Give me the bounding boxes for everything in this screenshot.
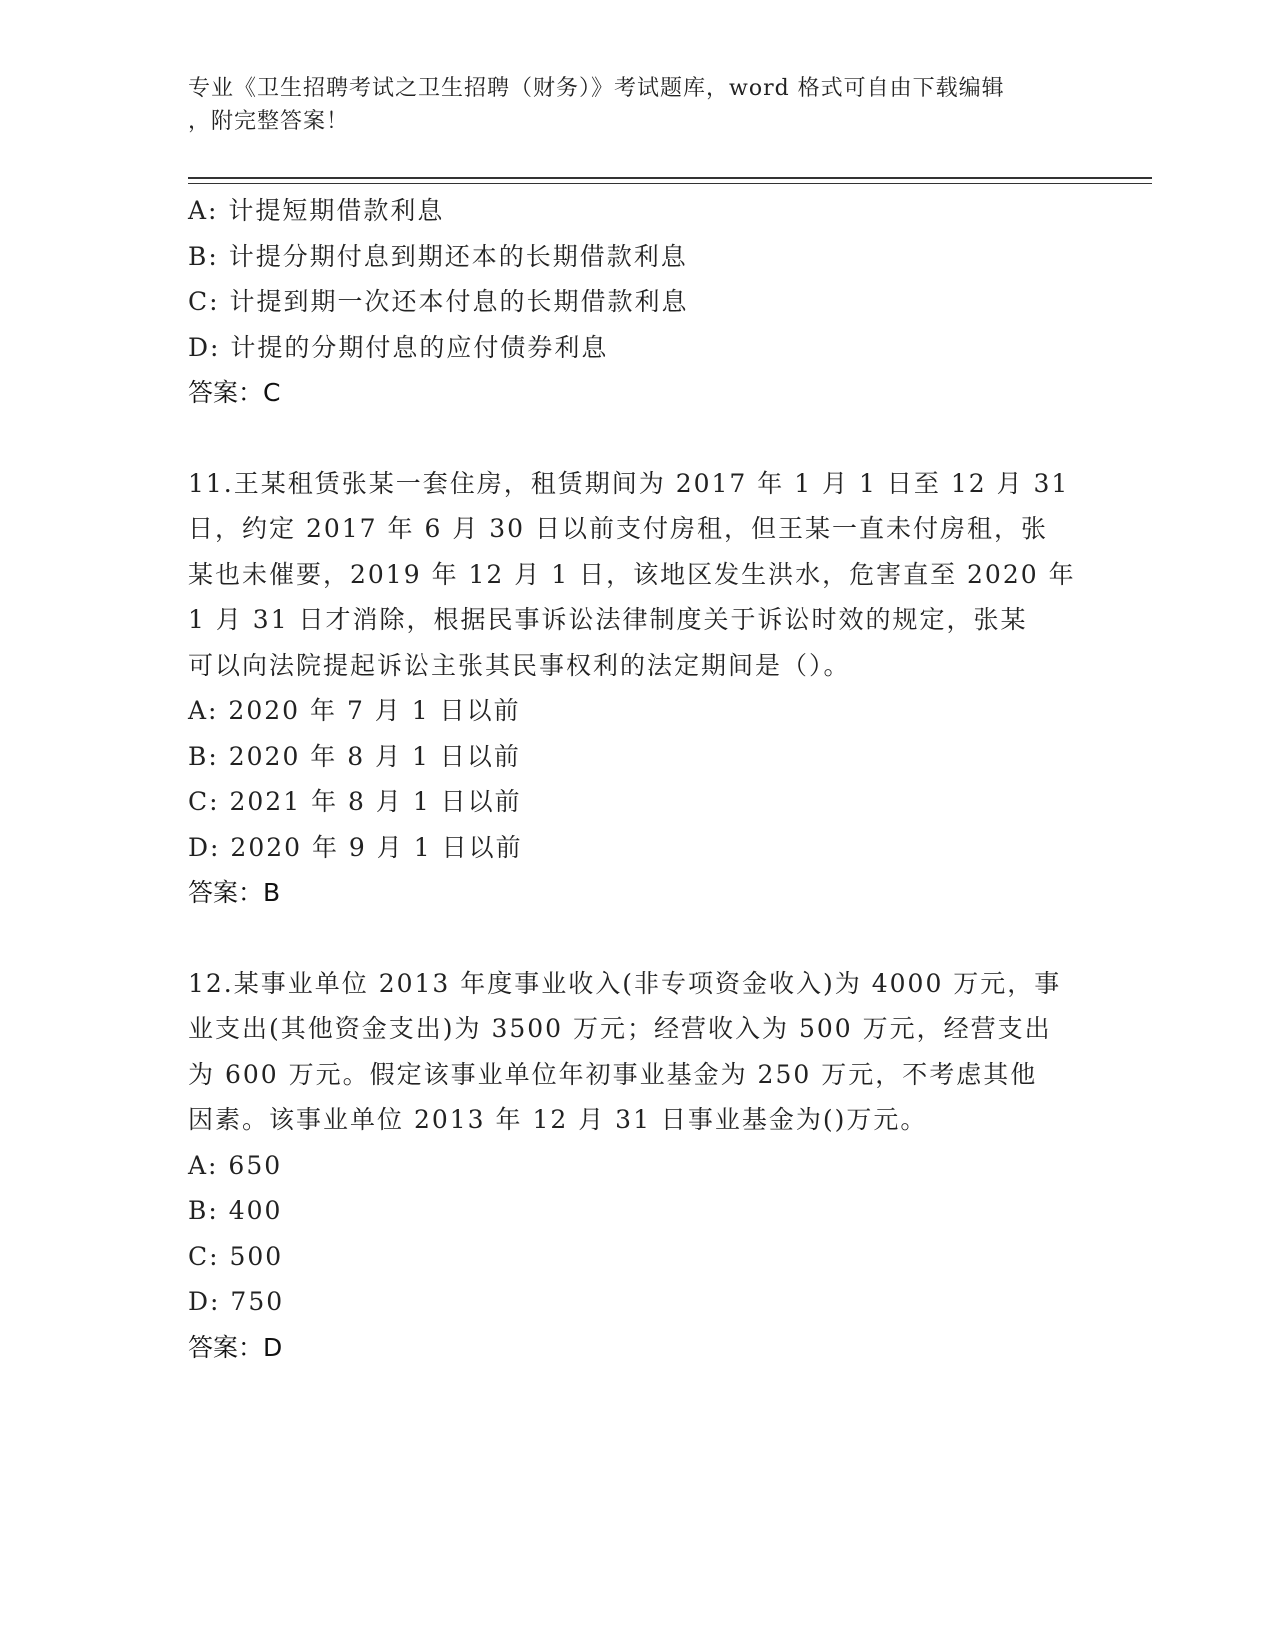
answer: 答案：B — [188, 878, 281, 907]
header-line-1: 专业《卫生招聘考试之卫生招聘（财务）》考试题库，word 格式可自由下载编辑 — [188, 76, 1005, 101]
option-d: D: 计提的分期付息的应付债券利息 — [188, 332, 609, 362]
spacer — [188, 916, 1088, 961]
question-text-line: 业支出(其他资金支出)为 3500 万元；经营收入为 500 万元，经营支出 — [188, 1014, 1052, 1043]
header-divider-thin — [188, 183, 1152, 184]
question-list — [188, 188, 1088, 1370]
option-a: A: 650 — [188, 1150, 283, 1180]
document-header — [188, 72, 1068, 138]
question-10 — [188, 188, 1088, 416]
answer: 答案：D — [188, 1332, 283, 1362]
question-text-line: 可以向法院提起诉讼主张其民事权利的法定期间是（）。 — [188, 650, 851, 680]
question-text-line: 日，约定 2017 年 6 月 30 日以前支付房租，但王某一直未付房租，张 — [188, 514, 1049, 543]
question-text-line: 为 600 万元。假定该事业单位年初事业基金为 250 万元，不考虑其他 — [188, 1059, 1038, 1089]
question-text-line: 12.某事业单位 2013 年度事业收入(非专项资金收入)为 4000 万元，事 — [188, 968, 1062, 998]
question-text-line: 某也未催要，2019 年 12 月 1 日，该地区发生洪水，危害直至 2020 年 — [188, 559, 1076, 589]
option-b: B: 计提分期付息到期还本的长期借款利息 — [188, 241, 688, 271]
option-a: A: 计提短期借款利息 — [188, 196, 445, 225]
option-a: A: 2020 年 7 月 1 日以前 — [188, 696, 521, 725]
spacer — [188, 416, 1088, 461]
question-12 — [188, 961, 1088, 1371]
option-c: C: 2021 年 8 月 1 日以前 — [188, 787, 522, 816]
header-line-2: ，附完整答案！ — [188, 109, 350, 134]
question-text-line: 1 月 31 日才消除，根据民事诉讼法律制度关于诉讼时效的规定，张某 — [188, 605, 1028, 634]
option-c: C: 计提到期一次还本付息的长期借款利息 — [188, 287, 689, 316]
option-b: B: 400 — [188, 1196, 283, 1225]
option-d: D: 750 — [188, 1287, 285, 1316]
answer: 答案：C — [188, 378, 281, 407]
option-b: B: 2020 年 8 月 1 日以前 — [188, 741, 521, 771]
header-divider-thick — [188, 177, 1152, 179]
question-11 — [188, 461, 1088, 916]
option-d: D: 2020 年 9 月 1 日以前 — [188, 832, 523, 862]
option-c: C: 500 — [188, 1241, 284, 1271]
question-text-line: 因素。该事业单位 2013 年 12 月 31 日事业基金为()万元。 — [188, 1105, 928, 1134]
question-text-line: 11.王某租赁张某一套住房，租赁期间为 2017 年 1 月 1 日至 12 月 31 — [188, 468, 1070, 498]
